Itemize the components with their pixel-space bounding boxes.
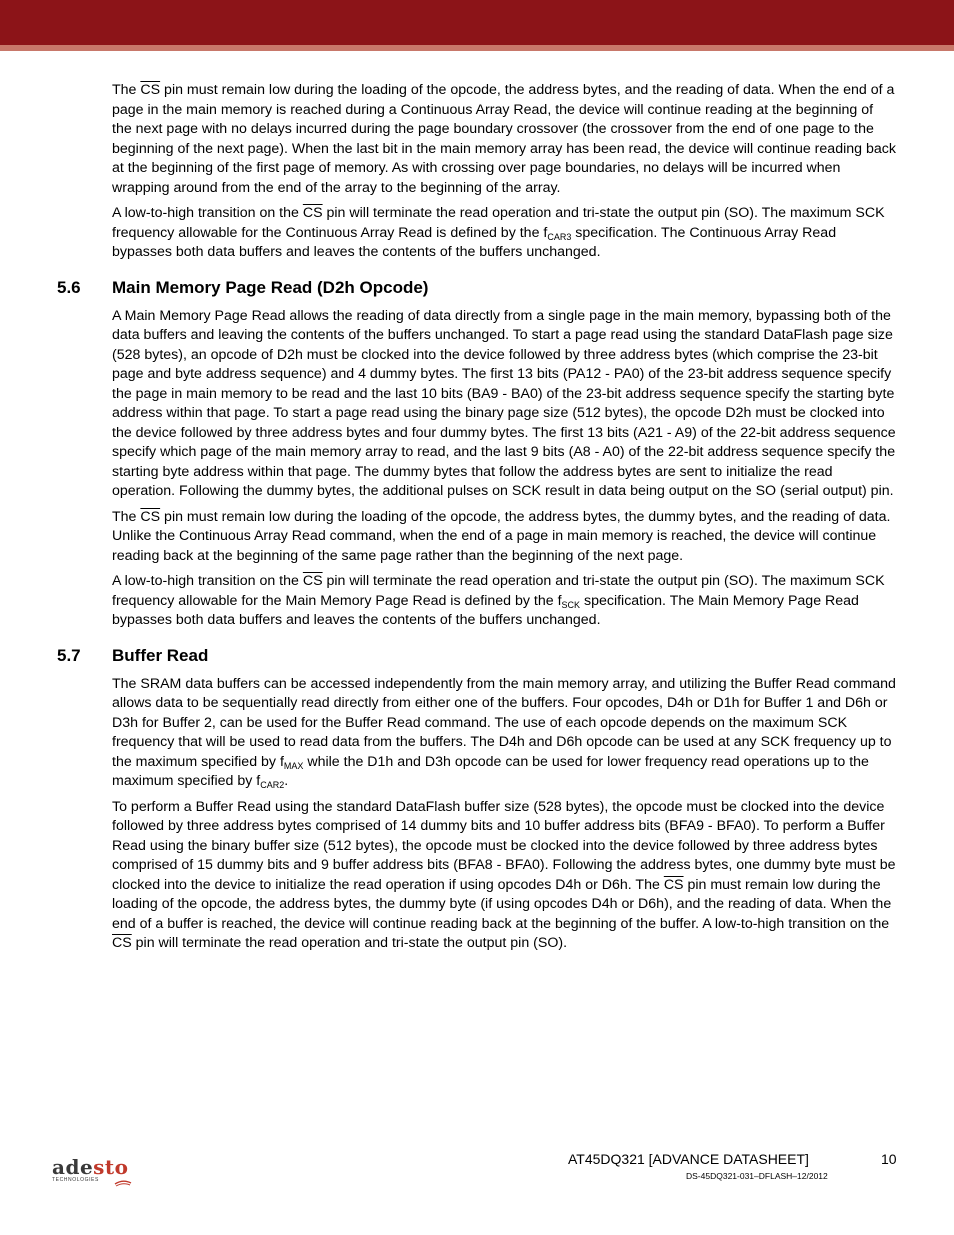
text-run: To perform a Buffer Read using the standard DataFlash buffer size (528 bytes), the opcode must be clocked into the device followed by three address bytes comprised of 14 dummy bits and 10 buffer address bits (BFA9 - BFA0). To perform a Buffer Read using the binary buffer size (512 bytes), the opcode must be clocked into the device followed by three address bytes comprised of 15 dummy bits and 9 buffer address bits (BFA8 - BFA0). Following the address bytes, one dummy byte must be clocked into the device to initialize the read operation if using opcodes D4h or D6h. The <box>112 798 896 893</box>
page-number: 10 <box>881 1151 897 1167</box>
text-run: pin will terminate the read operation and tri-state the output pin (SO). <box>131 935 568 951</box>
logo-text-accent: sto <box>93 1155 129 1179</box>
text-run: pin must remain low during the loading of the opcode, the address bytes, the dummy byte (if using opcodes D4h or D6h), and the reading of data. When the end of a buffer is reached, the device will continue reading back at the beginning of the buffer. A low-to-high transition on the <box>112 876 892 932</box>
text-run: A low-to-high transition on the <box>112 205 303 221</box>
cs-signal: $\overline{CS}$ <box>140 82 161 98</box>
adesto-logo <box>52 1155 142 1189</box>
cs-signal: $\overline{CS}$ <box>112 935 132 951</box>
section-5-6-paragraph-2 <box>112 508 896 567</box>
intro-paragraph-2 <box>112 204 896 263</box>
document-title: AT45DQ321 [ADVANCE DATASHEET] <box>568 1151 809 1167</box>
text-run: The <box>112 82 141 98</box>
text-run: pin must remain low during the loading of the opcode, the address bytes, the dummy bytes, and the reading of data. Unlike the Continuous Array Read command, when the end of a page in main memory is reached, the device will continue reading back at the beginning of the same page rather than the beginning of the next page. <box>112 508 891 564</box>
subscript: CAR3 <box>547 231 572 242</box>
cs-signal: $\overline{CS}$ <box>663 876 684 893</box>
subscript: SCK <box>561 599 581 610</box>
cs-signal: $\overline{CS}$ <box>302 205 323 221</box>
text-run: pin will terminate the read operation and tri-state the output pin (SO). The maximum SCK frequency allowable for the Continuous Array Read is defined by the f <box>112 205 885 241</box>
logo-subtitle: TECHNOLOGIES <box>52 1177 99 1183</box>
logo-text-main: ade <box>52 1155 94 1179</box>
logo-swoosh-icon <box>114 1180 132 1187</box>
text-run: The <box>112 508 141 525</box>
text-run: A low-to-high transition on the <box>112 573 303 589</box>
section-5-6-paragraph-1: A Main Memory Page Read allows the reading of data directly from a single page in the main memory, bypassing both of the data buffers and leaving the contents of the buffers unchanged. To start a page read using the standard DataFlash page size (528 bytes), an opcode of D2h must be clocked into the device followed by three address bytes (which comprise the 23-bit page and byte address sequence) and 4 dummy bytes. The first 13 bits (PA12 - PA0) of the 23-bit address sequence specify the page in main memory to be read and the last 10 bits (BA9 - BA0) of the 23-bit address sequence specify the starting byte address within that page. To start a page read using the binary page size (512 bytes), the opcode D2h must be clocked into the device followed by three address bytes and four dummy bytes. The first 13 bits (A21 - A9) of the 22-bit address sequence specify which page of the main memory array to read, and the last 9 bits (A8 - A0) of the 22-bit address sequence specify the starting byte address within that page. The dummy bytes that follow the address bytes are sent to initialize the read operation. Following the dummy bytes, the additional pulses on SCK result in data being output on the SO (serial output) pin. <box>112 307 896 499</box>
text-run: pin will terminate the read operation and tri-state the output pin (SO). The maximum SCK frequency allowable for the Main Memory Page Read is defined by the f <box>112 573 885 609</box>
section-title: Main Memory Page Read (D2h Opcode) <box>112 277 429 297</box>
logo-wordmark <box>52 1155 142 1179</box>
section-number: 5.7 <box>57 645 81 665</box>
section-heading-5-6 <box>0 278 954 300</box>
intro-paragraph-1 <box>112 81 896 198</box>
cs-signal: $\overline{CS}$ <box>140 508 161 525</box>
section-5-7-paragraph-1 <box>112 675 896 792</box>
header-stripe <box>0 45 954 51</box>
text-run: while the D1h and D3h opcode can be used for lower frequency read operations up to the maximum specified by f <box>112 753 869 789</box>
text-run: specification. The Main Memory Page Read bypasses both data buffers and leaves the contents of the buffers unchanged. <box>112 592 859 628</box>
section-5-6-paragraph-3 <box>112 572 896 631</box>
section-heading-5-7 <box>0 646 954 668</box>
text-run: pin must remain low during the loading of the opcode, the address bytes, and the reading of data. When the end of a page in the main memory is reached during a Continuous Array Read, the device will continue reading at the beginning of the next page with no delays incurred during the page boundary crossover (the crossover from the end of one page to the beginning of the next page). When the last bit in the main memory array has been read, the device will continue reading back at the beginning of the first page of memory. As with crossing over page boundaries, no delays will be incurred when wrapping around from the end of the array to the beginning of the array. <box>112 82 896 196</box>
text-run: The SRAM data buffers can be accessed independently from the main memory array, and utilizing the Buffer Read command allows data to be sequentially read directly from either one of the buffers. Four opcodes, D4h or D1h for Buffer 1 and D6h or D3h for Buffer 2, can be used for the Buffer Read command. The use of each opcode depends on the maximum SCK frequency that will be used to read data from the buffers. The D4h and D6h opcode can be used at any SCK frequency up to the maximum specified by f <box>112 675 896 770</box>
page-body <box>0 81 954 960</box>
header-bar <box>0 0 954 45</box>
section-5-7-paragraph-2 <box>112 798 896 954</box>
subscript: MAX <box>283 760 304 771</box>
subscript: CAR2 <box>260 780 285 790</box>
text-run: specification. The Continuous Array Read bypasses both data buffers and leaves the contents of the buffers unchanged. <box>112 224 837 260</box>
section-title: Buffer Read <box>112 645 209 665</box>
cs-signal: $\overline{CS}$ <box>302 573 323 589</box>
section-number: 5.6 <box>57 277 81 297</box>
document-id: DS-45DQ321-031–DFLASH–12/2012 <box>686 1171 828 1181</box>
text-run: . <box>284 773 289 789</box>
